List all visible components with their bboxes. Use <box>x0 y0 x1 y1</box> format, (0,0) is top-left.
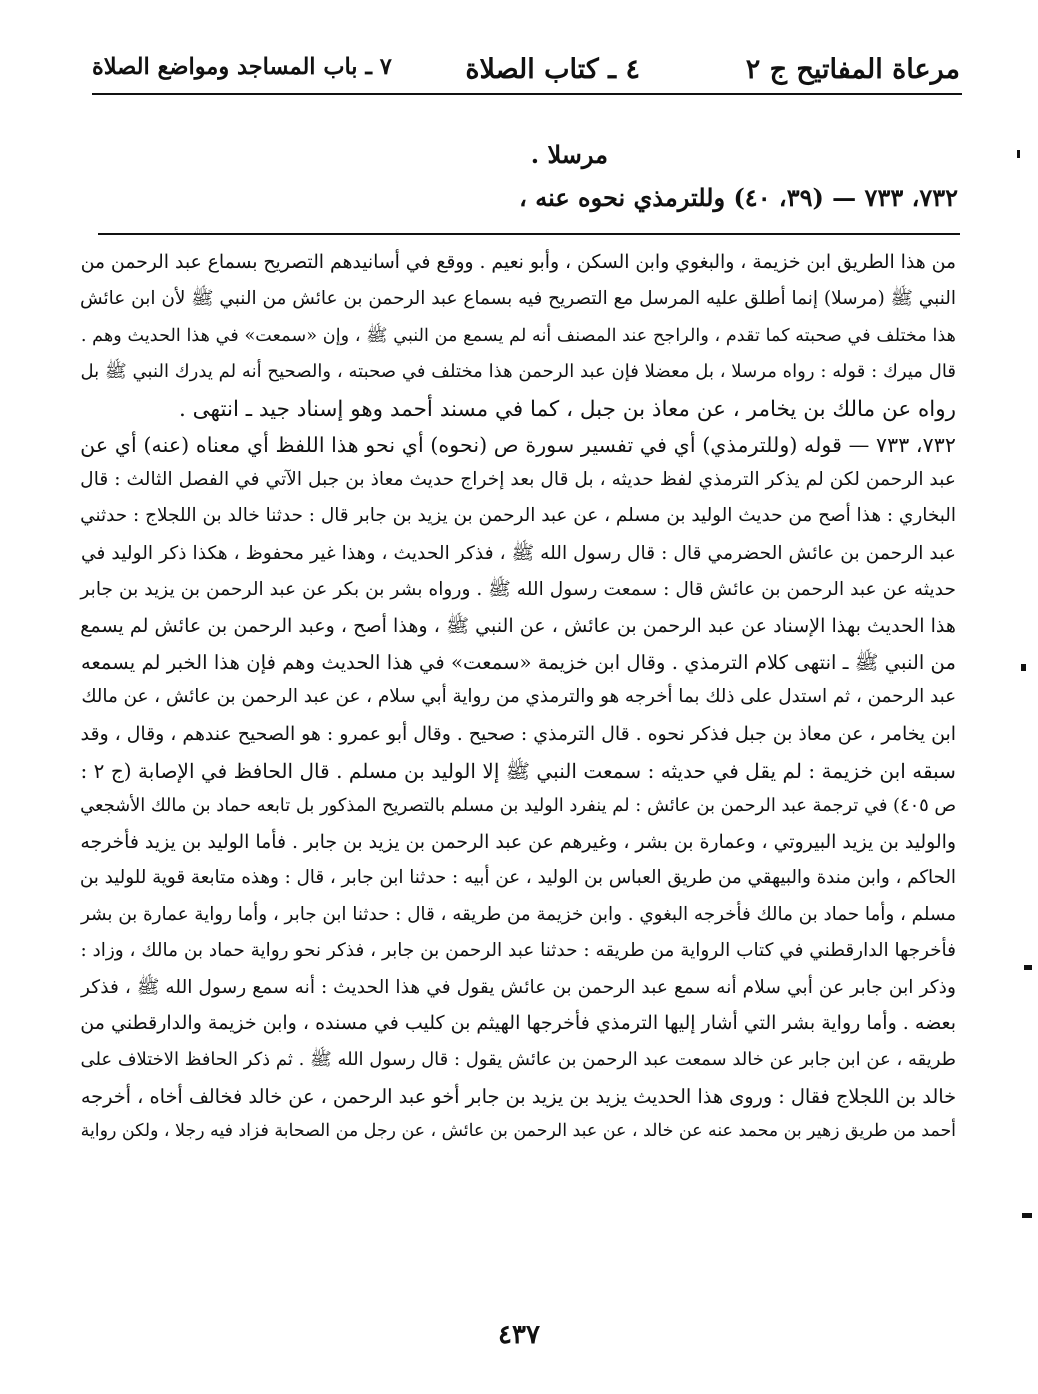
commentary-line: هذا الحديث بهذا الإسناد عن عبد الرحمن بن عائش ، عن النبي ﷺ ، وهذا أصح ، وعبد الرحمن بن عائش لم يسمع <box>80 614 956 637</box>
margin-mark <box>1021 664 1026 671</box>
commentary-line: أحمد من طريق زهير بن محمد عنه عن خالد ، عن عبد الرحمن بن عائش ، عن رجل من الصحابة فزاد فيه رجلا ، ولكن رواية <box>80 1121 956 1141</box>
commentary-line: ٧٣٢، ٧٣٣ — قوله (وللترمذي) أي في تفسير سورة ص (نحوه) أي نحو هذا اللفظ أي معناه (عنه) أي عن <box>80 433 956 457</box>
commentary-line: الحاكم ، وابن مندة والبيهقي من طريق العباس بن الوليد ، عن أبيه : حدثنا ابن جابر ، قال : وهذه متابعة قوية للوليد بن <box>79 867 956 888</box>
commentary-line: عبد الرحمن لكن لم يذكر الترمذي لفظ حديثه ، بل قال بعد إخراج حديث معاذ بن جبل الآتي في الفصل الثالث : قال <box>80 469 956 490</box>
commentary-line: ص ٤٠٥) في ترجمة عبد الرحمن بن عائش : لم ينفرد الوليد بن مسلم بالتصريح المذكور بل تابعه حماد بن مالك الأشجعي <box>80 795 956 816</box>
main-text-line-1: مرسلا . <box>530 140 608 169</box>
margin-mark <box>1017 150 1020 158</box>
header-rule <box>92 93 962 95</box>
page-number: ٤٣٧ <box>498 1320 540 1350</box>
commentary-line: من هذا الطريق ابن خزيمة ، والبغوي وابن السكن ، وأبو نعيم . ووقع في أسانيدهم التصريح بسماع عبد الرحمن من <box>80 252 956 273</box>
commentary-line: عبد الرحمن ، ثم استدل على ذلك بما أخرجه هو والترمذي من رواية أبي سلام ، عن عبد الرحمن بن عائش ، عن مالك <box>81 686 956 707</box>
commentary-line: قال ميرك : قوله : رواه مرسلا ، بل معضلا فإن عبد الرحمن هذا مختلف في صحبته ، والصحيح أنه لم يدرك النبي ﷺ بل <box>80 361 956 382</box>
commentary-line: والوليد بن يزيد البيروتي ، وعمارة بن بشر ، وغيرهم عن عبد الرحمن بن يزيد بن جابر . فأما الوليد بن يزيد فأخرجه <box>80 831 956 853</box>
commentary-line: البخاري : هذا أصح من حديث الوليد بن مسلم ، عن عبد الرحمن بن يزيد بن جابر قال : حدثنا خالد بن اللجلاج : حدثني <box>80 505 956 526</box>
commentary-line: سبقه ابن خزيمة : لم يقل في حديثه : سمعت النبي ﷺ إلا الوليد بن مسلم . قال الحافظ في الإصابة (ج ٢ : <box>80 759 956 783</box>
kitab-title: ٤ ـ كتاب الصلاة <box>465 54 640 85</box>
bab-title: ٧ ـ باب المساجد ومواضع الصلاة <box>92 54 392 80</box>
commentary-line: وذكر ابن جابر عن أبي سلام أنه سمع عبد الرحمن بن عائش يقول في هذا الحديث : أنه سمع رسول الله ﷺ ، فذكر <box>80 977 956 998</box>
margin-mark <box>1022 1213 1032 1218</box>
commentary-line: طريقه ، عن ابن جابر عن خالد سمعت عبد الرحمن بن عائش يقول : قال رسول الله ﷺ . ثم ذكر الحافظ الاختلاف على <box>80 1049 956 1070</box>
commentary-line: بعضه . وأما رواية بشر التي أشار إليها الترمذي فأخرجها الهيثم بن كليب في مسنده ، وابن خزيمة والدارقطني من <box>80 1012 956 1034</box>
commentary-line: النبي ﷺ (مرسلا) إنما أطلق عليه المرسل مع التصريح فيه بسماع عبد الرحمن بن عائش من النبي ﷺ لأن ابن عائش <box>80 288 956 309</box>
commentary-line: هذا مختلف في صحبته كما تقدم ، والراجح عند المصنف أنه لم يسمع من النبي ﷺ ، وإن «سمعت» في هذا الحديث وهم . <box>80 326 956 346</box>
commentary-line: مسلم ، وأما حماد بن مالك فأخرجه البغوي . وابن خزيمة من طريقه ، قال : حدثنا ابن جابر ، وأما رواية عمارة بن بشر <box>80 904 956 925</box>
book-title: مرعاة المفاتيح ج ٢ <box>745 54 960 85</box>
commentary-line: فأخرجها الدارقطني في كتاب الرواية من طريقه : حدثنا عبد الرحمن بن جابر ، فذكر نحو رواية حماد بن مالك ، وزاد : <box>80 940 956 961</box>
commentary-line: من النبي ﷺ ـ انتهى كلام الترمذي . وقال ابن خزيمة «سمعت» في هذا الحديث وهم فإن هذا الخبر لم يسمعه <box>80 651 956 674</box>
main-text-line-2: ٧٣٢، ٧٣٣ — (٣٩، ٤٠) وللترمذي نحوه عنه ، <box>519 183 958 212</box>
commentary-line: ابن يخامر ، عن معاذ بن جبل فذكر نحوه . قال الترمذي : صحيح . وقال أبو عمرو : هو الصحيح عندهم ، وقال ، وقد <box>80 723 956 745</box>
footnote-rule <box>98 233 960 235</box>
commentary-line: خالد بن اللجلاج فقال : وروى هذا الحديث يزيد بن يزيد بن جابر أخو عبد الرحمن ، عن خالد فخالف أخاه ، أخرجه <box>80 1085 956 1108</box>
margin-mark <box>1024 965 1032 970</box>
running-header <box>92 50 960 92</box>
commentary-line: رواه عن مالك بن يخامر ، عن معاذ بن جبل ، كما في مسند أحمد وهو إسناد جيد ـ انتهى . <box>178 397 956 422</box>
commentary-line: حديثه عن عبد الرحمن بن عائش قال : سمعت رسول الله ﷺ . ورواه بشر بن بكر عن عبد الرحمن بن يزيد بن جابر <box>80 579 956 600</box>
commentary-line: عبد الرحمن بن عائش الحضرمي قال : قال رسول الله ﷺ ، فذكر الحديث ، وهذا غير محفوظ ، هكذا ذكر الوليد في <box>80 543 956 564</box>
